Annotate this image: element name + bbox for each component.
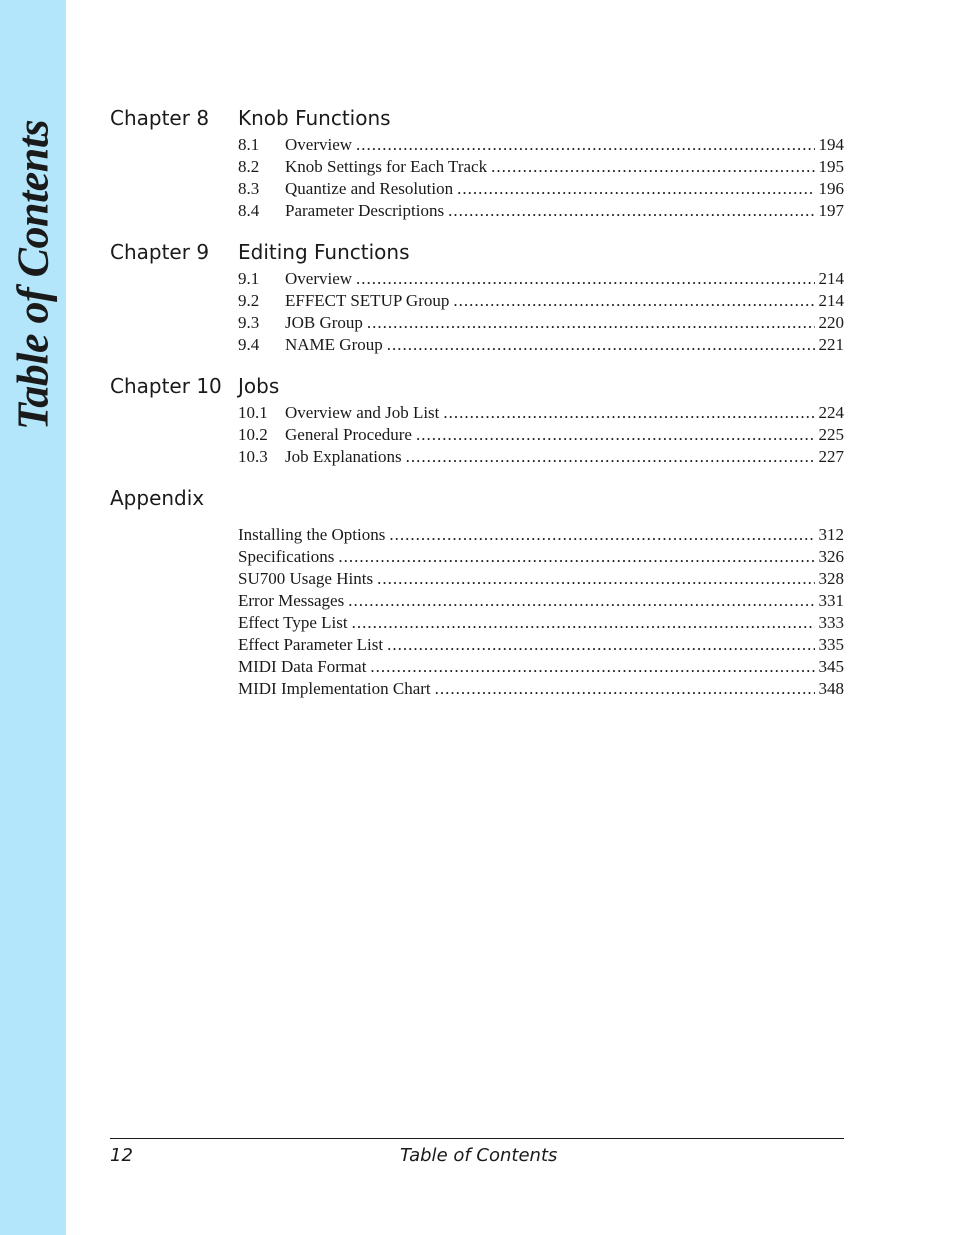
entry-number: 10.3: [238, 447, 268, 466]
toc-entry[interactable]: [238, 656, 844, 678]
toc-content: [110, 106, 844, 700]
dot-leader: [367, 312, 815, 334]
toc-entry[interactable]: [238, 200, 844, 222]
entry-title: Error Messages: [238, 591, 345, 610]
entry-title: MIDI Implementation Chart: [238, 679, 431, 698]
entry-page: 225: [818, 425, 844, 444]
dot-leader: [453, 290, 814, 312]
chapter-heading: [110, 106, 844, 134]
toc-entry[interactable]: [238, 446, 844, 468]
entry-page: 326: [818, 547, 844, 566]
entry-title: NAME Group: [285, 335, 383, 354]
dot-leader: [387, 334, 815, 356]
dot-leader: [389, 524, 814, 546]
appendix-label: Appendix: [110, 486, 205, 510]
footer-divider: [110, 1138, 844, 1139]
footer-title: Table of Contents: [400, 1145, 558, 1166]
toc-entry[interactable]: [238, 178, 844, 200]
entry-page: 224: [818, 403, 844, 422]
entry-page: 220: [818, 313, 844, 332]
toc-section-appendix: [110, 486, 844, 700]
dot-leader: [443, 402, 814, 424]
chapter-title: Knob Functions: [238, 106, 391, 130]
entry-title: Job Explanations: [285, 447, 402, 466]
toc-entry[interactable]: [238, 268, 844, 290]
dot-leader: [348, 590, 814, 612]
chapter-title: Jobs: [238, 374, 280, 398]
entry-number: 10.1: [238, 403, 268, 422]
entry-page: 348: [818, 679, 844, 698]
entry-title: MIDI Data Format: [238, 657, 367, 676]
chapter-label: Chapter 8: [110, 106, 210, 130]
toc-entry[interactable]: [238, 424, 844, 446]
toc-entry[interactable]: [238, 590, 844, 612]
entry-page: 221: [818, 335, 844, 354]
entry-number: 10.2: [238, 425, 268, 444]
entry-page: 214: [818, 269, 844, 288]
toc-entry[interactable]: [238, 524, 844, 546]
toc-section-chapter-8: [110, 106, 844, 222]
entry-title: General Procedure: [285, 425, 412, 444]
entry-title: Effect Type List: [238, 613, 348, 632]
entry-page: 312: [818, 525, 844, 544]
entry-page: 333: [818, 613, 844, 632]
entry-page: 345: [818, 657, 844, 676]
entry-page: 227: [818, 447, 844, 466]
entry-page: 335: [818, 635, 844, 654]
dot-leader: [352, 612, 815, 634]
sidebar-title: Table of Contents: [8, 119, 58, 431]
appendix-heading: [110, 486, 844, 514]
chapter-label: Chapter 9: [110, 240, 210, 264]
entry-title: Overview: [285, 269, 353, 288]
entry-page: 194: [818, 135, 844, 154]
chapter-label: Chapter 10: [110, 374, 222, 398]
sidebar-band: [0, 0, 66, 1235]
entry-number: 8.1: [238, 135, 260, 154]
entry-number: 9.3: [238, 313, 260, 332]
toc-entry[interactable]: [238, 312, 844, 334]
toc-entry[interactable]: [238, 678, 844, 700]
dot-leader: [387, 634, 814, 656]
toc-entry[interactable]: [238, 334, 844, 356]
toc-section-chapter-9: [110, 240, 844, 356]
entry-page: 195: [818, 157, 844, 176]
entry-title: Specifications: [238, 547, 335, 566]
dot-leader: [406, 446, 815, 468]
entry-title: Quantize and Resolution: [285, 179, 454, 198]
toc-entry[interactable]: [238, 290, 844, 312]
toc-entry[interactable]: [238, 546, 844, 568]
dot-leader: [338, 546, 814, 568]
entry-number: 9.4: [238, 335, 260, 354]
entry-title: Installing the Options: [238, 525, 386, 544]
toc-entry[interactable]: [238, 568, 844, 590]
entry-title: EFFECT SETUP Group: [285, 291, 450, 310]
chapter-title: Editing Functions: [238, 240, 410, 264]
entry-title: Parameter Descriptions: [285, 201, 445, 220]
toc-entry[interactable]: [238, 156, 844, 178]
entry-number: 8.4: [238, 201, 260, 220]
entry-number: 9.1: [238, 269, 260, 288]
entry-title: Overview: [285, 135, 353, 154]
entry-title: Effect Parameter List: [238, 635, 384, 654]
entry-page: 328: [818, 569, 844, 588]
entry-title: Knob Settings for Each Track: [285, 157, 488, 176]
entry-title: JOB Group: [285, 313, 363, 332]
entry-page: 331: [818, 591, 844, 610]
dot-leader: [416, 424, 815, 446]
entry-page: 196: [818, 179, 844, 198]
entry-page: 214: [818, 291, 844, 310]
chapter-heading: [110, 374, 844, 402]
toc-entry[interactable]: [238, 402, 844, 424]
toc-entry[interactable]: [238, 612, 844, 634]
toc-section-chapter-10: [110, 374, 844, 468]
entry-number: 9.2: [238, 291, 260, 310]
footer-page-number: 12: [110, 1145, 133, 1166]
toc-entry[interactable]: [238, 134, 844, 156]
entry-number: 8.3: [238, 179, 260, 198]
dot-leader: [377, 568, 814, 590]
chapter-heading: [110, 240, 844, 268]
entry-title: SU700 Usage Hints: [238, 569, 374, 588]
entry-number: 8.2: [238, 157, 260, 176]
dot-leader: [356, 134, 814, 156]
entry-page: 197: [818, 201, 844, 220]
dot-leader: [491, 156, 814, 178]
dot-leader: [448, 200, 814, 222]
dot-leader: [370, 656, 814, 678]
dot-leader: [356, 268, 814, 290]
entry-title: Overview and Job List: [285, 403, 440, 422]
dot-leader: [457, 178, 814, 200]
dot-leader: [435, 678, 815, 700]
toc-entry[interactable]: [238, 634, 844, 656]
